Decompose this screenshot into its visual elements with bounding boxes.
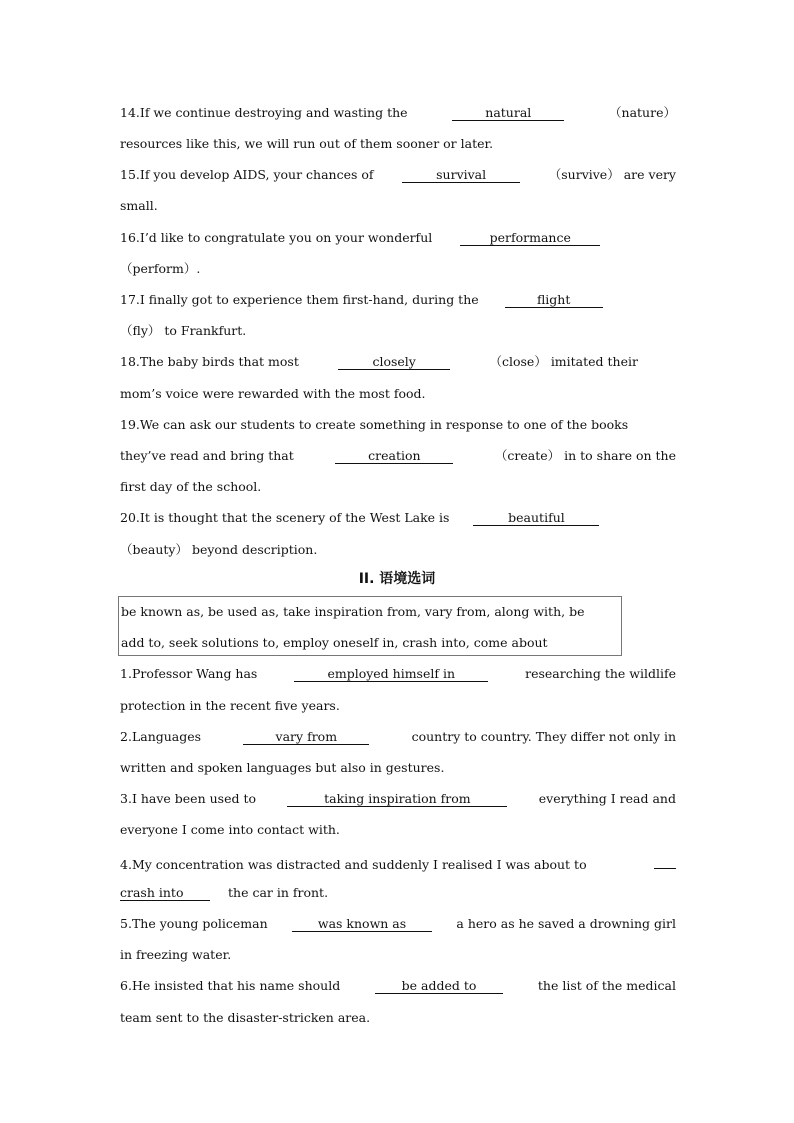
p2-q3-answer[interactable]: taking inspiration from xyxy=(287,792,507,807)
p2-q1-answer[interactable]: employed himself in xyxy=(294,667,488,682)
p2-q4-line2: crash into the car in front. xyxy=(120,885,329,900)
p2-q6-line2: team sent to the disaster-stricken area. xyxy=(120,1010,371,1025)
word-bank-line1: be known as, be used as, take inspiration from, vary from, along with, be xyxy=(121,604,585,619)
p2-q6-line1: 6.He insisted that his name should be added to the list of the medical xyxy=(120,978,676,993)
p2-q2-line1: 2.Languages vary from country to country. They differ not only in xyxy=(120,729,676,744)
p2-q5-answer[interactable]: was known as xyxy=(292,917,432,932)
p2-q6-answer[interactable]: be added to xyxy=(375,979,503,994)
p2-q4-line1: 4.My concentration was distracted and suddenly I realised I was about to xyxy=(120,854,676,870)
section2-title: II. 语境选词 xyxy=(358,571,436,587)
q19-line2: they’ve read and bring that creation （create） in to share on the xyxy=(120,448,676,463)
q14-answer[interactable]: natural xyxy=(452,106,564,121)
p2-q4-blank-start xyxy=(654,854,676,869)
q15-line1: 15.If you develop AIDS, your chances of survival （survive） are very xyxy=(120,167,676,182)
p2-q1-line1: 1.Professor Wang has employed himself in researching the wildlife xyxy=(120,666,676,681)
q18-line1: 18.The baby birds that most closely （close） imitated their xyxy=(120,354,638,369)
q14-line1: 14.If we continue destroying and wasting the natural （nature） xyxy=(120,105,676,120)
p2-q4-answer[interactable]: crash into xyxy=(120,886,210,901)
q19-line1: 19.We can ask our students to create something in response to one of the books xyxy=(120,417,629,432)
q19-answer[interactable]: creation xyxy=(335,449,453,464)
q16-line1: 16.I’d like to congratulate you on your wonderful performance xyxy=(120,230,676,246)
q16-line2: （perform）. xyxy=(120,261,201,276)
q20-answer[interactable]: beautiful xyxy=(473,511,599,526)
q20-line1: 20.It is thought that the scenery of the West Lake is beautiful xyxy=(120,510,676,526)
q17-line1: 17.I finally got to experience them first-hand, during the flight xyxy=(120,292,676,308)
word-bank-box xyxy=(118,596,622,656)
p2-q1-line2: protection in the recent five years. xyxy=(120,698,340,713)
p2-q2-answer[interactable]: vary from xyxy=(243,730,369,745)
q14-line2: resources like this, we will run out of them sooner or later. xyxy=(120,136,494,151)
q17-answer[interactable]: flight xyxy=(505,293,603,308)
p2-q3-line2: everyone I come into contact with. xyxy=(120,822,340,837)
q18-answer[interactable]: closely xyxy=(338,355,450,370)
q18-line2: mom’s voice were rewarded with the most food. xyxy=(120,386,426,401)
p2-q2-line2: written and spoken languages but also in gestures. xyxy=(120,760,445,775)
word-bank-line2: add to, seek solutions to, employ oneself in, crash into, come about xyxy=(121,635,548,650)
p2-q5-line1: 5.The young policeman was known as a hero as he saved a drowning girl xyxy=(120,916,676,931)
q16-answer[interactable]: performance xyxy=(460,231,600,246)
q15-answer[interactable]: survival xyxy=(402,168,520,183)
q20-line2: （beauty） beyond description. xyxy=(120,542,318,557)
p2-q3-line1: 3.I have been used to taking inspiration from everything I read and xyxy=(120,791,676,806)
q17-line2: （fly） to Frankfurt. xyxy=(120,323,247,338)
p2-q5-line2: in freezing water. xyxy=(120,947,232,962)
q19-line3: first day of the school. xyxy=(120,479,262,494)
q15-line2: small. xyxy=(120,198,158,213)
